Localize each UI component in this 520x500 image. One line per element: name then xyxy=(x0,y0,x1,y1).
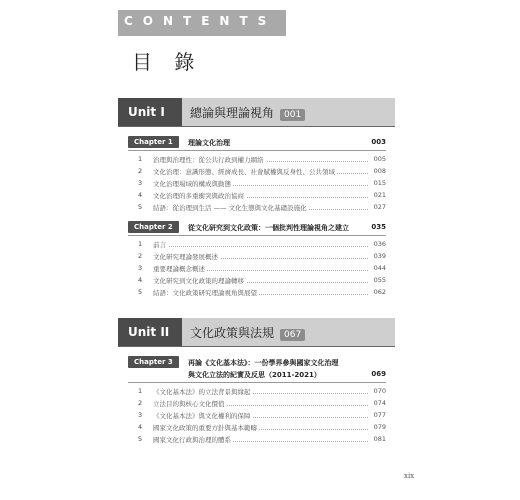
section-entry[interactable]: 2 文化研究理論發展概述 039 xyxy=(138,252,386,261)
chapter-rule xyxy=(128,235,386,236)
unit-title: 文化政策與法規 067 xyxy=(190,324,305,341)
chapter-page: 069 xyxy=(371,370,386,378)
section-entry[interactable]: 3 重要理論概念概述 044 xyxy=(138,264,386,273)
section-entry[interactable]: 2 文化治理：意識形態、經濟成長、社會賦權與反身性、公共領域 008 xyxy=(138,167,386,176)
chapter-entry-3[interactable] xyxy=(128,356,386,382)
section-entry[interactable]: 5 結語：從治理到生活 —— 文化生態與文化基礎設施化 027 xyxy=(138,203,386,212)
section-entry[interactable]: 1 前言 036 xyxy=(138,240,386,249)
page-title: 目 錄 xyxy=(132,50,203,74)
chapter-label: Chapter 1 xyxy=(128,136,179,148)
section-entry[interactable]: 5 結語：文化政策研究理論視角與展望 062 xyxy=(138,288,386,297)
chapter-label: Chapter 3 xyxy=(128,356,179,368)
section-entry[interactable]: 5 國家文化行政與治理的體系 081 xyxy=(138,435,386,444)
section-entry[interactable]: 4 國家文化政策的重要方針與基本範疇 079 xyxy=(138,423,386,432)
section-entry[interactable]: 1 《文化基本法》的立法背景與緣起 070 xyxy=(138,387,386,396)
chapter-entry-1[interactable] xyxy=(128,136,386,150)
chapter-title-line2: 與文化立法的紀實及反思（2011-2021） xyxy=(188,371,321,379)
section-entry[interactable]: 3 文化治理場域的構成與動態 015 xyxy=(138,179,386,188)
chapter-label: Chapter 2 xyxy=(128,221,179,233)
unit-rule xyxy=(118,346,395,347)
unit-title: 總論與理論視角 001 xyxy=(190,104,305,121)
unit-label: Unit I xyxy=(118,98,182,126)
section-entry[interactable]: 4 文化研究到文化政策的理論轉移 055 xyxy=(138,276,386,285)
chapter-rule xyxy=(128,150,386,151)
section-entry[interactable]: 3 《文化基本法》與文化權利的保障 077 xyxy=(138,411,386,420)
chapter-title: 從文化研究到文化政策：一個批判性理論視角之建立 xyxy=(188,224,349,232)
chapter-page: 003 xyxy=(371,138,386,146)
chapter-page: 035 xyxy=(371,223,386,231)
chapter-title: 理論文化治理 xyxy=(188,139,230,147)
unit-page-badge: 001 xyxy=(280,109,305,121)
section-entry[interactable]: 1 治理與治理性：從公共行政到權力網絡 005 xyxy=(138,155,386,164)
unit-label: Unit II xyxy=(118,318,182,346)
section-entry[interactable]: 4 文化治理的多重衝突與政治協商 021 xyxy=(138,191,386,200)
contents-label: CONTENTS xyxy=(124,14,277,28)
unit-banner-1[interactable] xyxy=(118,98,395,126)
chapter-entry-2[interactable] xyxy=(128,221,386,235)
footer-page-number: xix xyxy=(404,472,415,480)
unit-page-badge: 067 xyxy=(280,329,305,341)
unit-rule xyxy=(118,126,395,127)
chapter-rule xyxy=(128,382,386,383)
section-entry[interactable]: 2 立法目的與核心文化價值 074 xyxy=(138,399,386,408)
chapter-title: 再論《文化基本法》：一份學界參與國家文化治理 xyxy=(188,359,339,367)
unit-banner-2[interactable] xyxy=(118,318,395,346)
